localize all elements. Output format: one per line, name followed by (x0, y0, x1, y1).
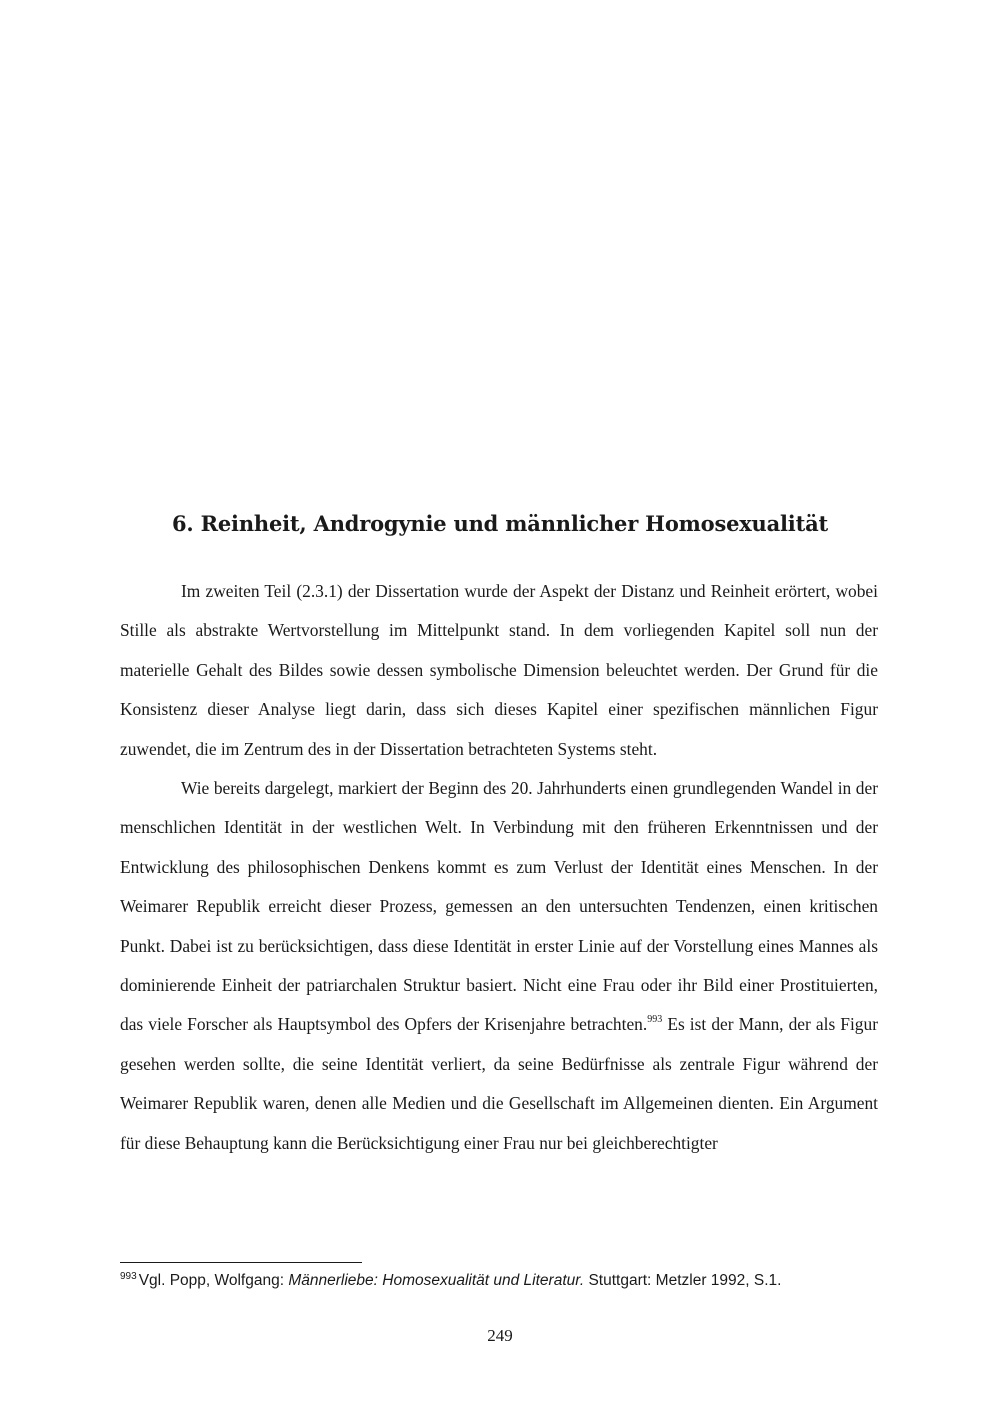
paragraph-2 (120, 769, 878, 1163)
footnote-number: 993 (120, 1271, 137, 1282)
footnote-prefix: Vgl. Popp, Wolfgang: (138, 1272, 289, 1289)
chapter-title: 6. Reinheit, Androgynie und männlicher Homosexualität (172, 511, 828, 536)
footnote-divider (120, 1262, 362, 1263)
footnote (120, 1270, 880, 1292)
page-number: 249 (487, 1326, 513, 1345)
footnote-reference[interactable]: 993 (647, 1014, 663, 1026)
paragraph-1: Im zweiten Teil (2.3.1) der Dissertation wurde der Aspekt der Distanz und Reinheit erörtert, wobei Stille als abstrakte Wertvorstellung im Mittelpunkt stand. In dem vorliegenden Kapitel soll nun der materielle Gehalt des Bildes sowie dessen symbolische Dimension beleuchtet werden. Der Grund für die Konsistenz dieser Analyse liegt darin, dass sich dieses Kapitel einer spezifischen männlichen Figur zuwendet, die im Zentrum des in der Dissertation betrachteten Systems steht. (120, 581, 878, 759)
body-text (120, 572, 878, 1163)
paragraph-2-text-before-note: Wie bereits dargelegt, markiert der Beginn des 20. Jahrhunderts einen grundlegenden Wandel in der menschlichen Identität in der westlichen Welt. In Verbindung mit den früheren Erkenntnissen und der Entwicklung des philosophischen Denkens kommt es zum Verlust der Identität eines Menschen. In der Weimarer Republik erreicht dieser Prozess, gemessen an den untersuchten Tendenzen, einen kritischen Punkt. Dabei ist zu berücksichtigen, dass diese Identität in erster Linie auf der Vorstellung eines Mannes als dominierende Einheit der patriarchalen Struktur basiert. Nicht eine Frau oder ihr Bild einer Prostituierten, das viele Forscher als Hauptsymbol des Opfers der Krisenjahre betrachten. (120, 778, 878, 1035)
footnote-suffix: Stuttgart: Metzler 1992, S.1. (584, 1272, 782, 1289)
footnote-cited-title: Männerliebe: Homosexualität und Literatur. (288, 1272, 585, 1289)
paragraph-2-text-after-note: Es ist der Mann, der als Figur gesehen werden sollte, die seine Identität verliert, da seine Bedürfnisse als zentrale Figur während der Weimarer Republik waren, denen alle Medien und die Gesellschaft im Allgemeinen dienten. Ein Argument für diese Behauptung kann die Berücksichtigung einer Frau nur bei gleichberechtigter (120, 1014, 878, 1153)
